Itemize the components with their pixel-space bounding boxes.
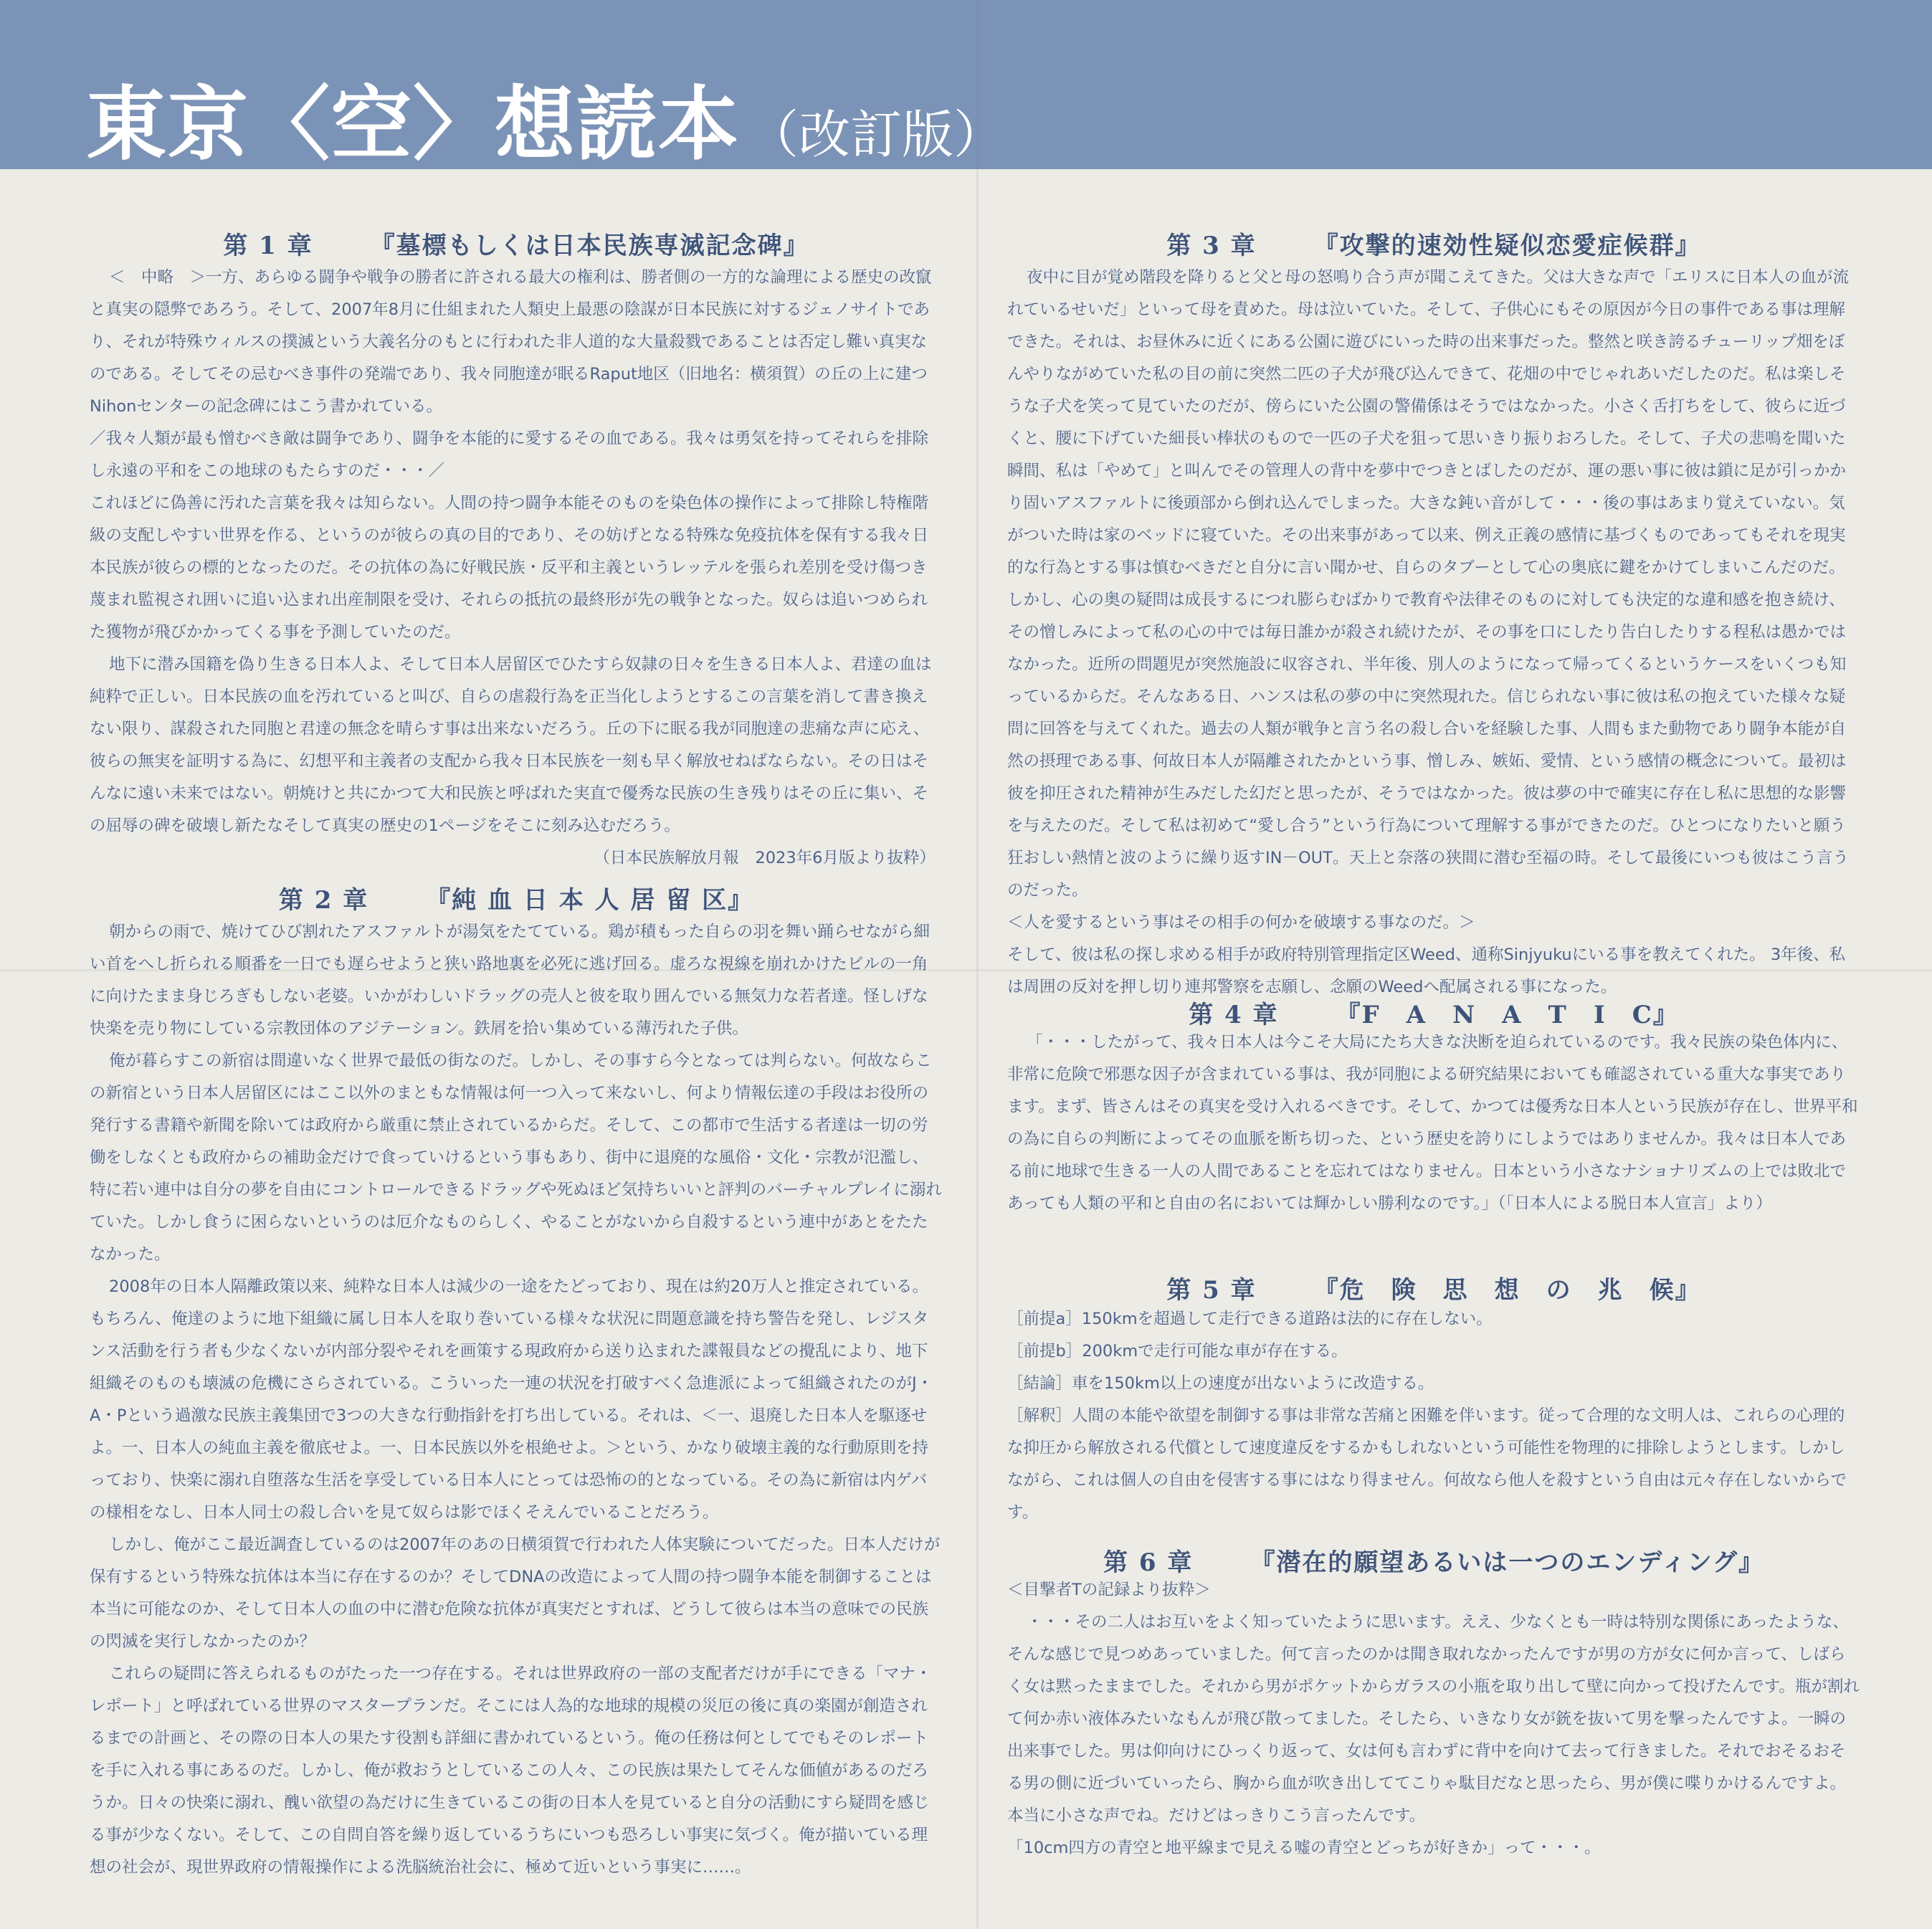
chapter-1-heading (90, 226, 943, 261)
paragraph: しかし、俺がここ最近調査しているのは2007年のあの日横須賀で行われた人体実験についてだった。日本人だけが保有するという特殊な抗体は本当に存在するのか？そしてDNAの改造によって人間の持つ闘争本能を制御することは本当に可能なのか、そして日本人の血の中に潜む危険な抗体が真実だとすれば、どうして彼らは本当の意味での民族の閃滅を実行しなかったのか？ (90, 1535, 941, 1651)
chapter-2-heading (90, 880, 943, 915)
chapter-6-body (1007, 1574, 1860, 1864)
paragraph: これらの疑問に答えられるものがたった一つ存在する。それは世界政府の一部の支配者だけが手にできる「マナ・レポート」と呼ばれている世界のマスタープランだ。そこには人為的な地球的規模の災厄の後に真の楽園が創造されるまでの計画と、その際の日本人の果たす役割も詳細に書かれているという。俺の任務は何としてでもそのレポートを手に入れる事にあるのだ。しかし、俺が救おうとしているこの人々、この民族は果たしてそんな価値があるのだろうか。日々の快楽に溺れ、醜い欲望の為だけに生きているこの街の日本人を見ていると自分の活動にすら疑問を感じる事が少なくない。そして、この自問自答を繰り返しているうちにいつも恐ろしい事実に気づく。俺が描いている理想の社会が、現世界政府の情報操作による洗脳統治社会に、極めて近いという事実に……。 (90, 1664, 932, 1877)
interpretation: ［解釈］人間の本能や欲望を制御する事は非常な苦痛と困難を伴います。従って合理的な文明人は、これらの心理的な抑圧から解放される代償として速度違反をするかもしれないという可能性を物理的に排除しようとします。しかしながら、これは個人の自由を侵害する事にはなり得ません。何故なら他人を殺すという自由は元々存在しないからです。 (1007, 1406, 1847, 1522)
paragraph: 朝からの雨で、焼けてひび割れたアスファルトが湯気をたてている。鶏が積もった自らの羽を舞い踊らせながら細い首をへし折られる順番を一日でも遅らせようと狭い路地裏を必死に逃げ回る。虚ろな視線を崩れかけたビルの一角に向けたまま身じろぎもしない老婆。いかがわしいドラッグの売人と彼を取り囲んでいる無気力な若者達。怪しげな快楽を売り物にしている宗教団体のアジテーション。鉄屑を拾い集めている薄汚れた子供。 (90, 923, 931, 1038)
conclusion: ［結論］車を150km以上の速度が出ないように改造する。 (1007, 1374, 1434, 1393)
chapter-title: 『F A N A T I C』 (1336, 1001, 1679, 1029)
paragraph: ／我々人類が最も憎むべき敵は闘争であり、闘争を本能的に愛するその血である。我々は勇気を持ってそれらを排除し永遠の平和をこの地球のもたらすのだ・・・／ (90, 429, 929, 480)
chapter-title: 『純 血 日 本 人 居 留 区』 (426, 886, 754, 915)
paragraph: 「10cm四方の青空と地平線まで見える嘘の青空とどっちが好きか」って・・・。 (1007, 1839, 1601, 1857)
chapter-5-heading (1007, 1270, 1860, 1305)
page-title (86, 72, 1006, 171)
source-note: ＜目撃者Tの記録より抜粋＞ (1007, 1581, 1211, 1599)
chapter-4-heading (1007, 995, 1860, 1030)
chapter-3-heading (1007, 226, 1860, 261)
paragraph: 夜中に目が覚め階段を降りると父と母の怒鳴り合う声が聞こえてきた。父は大きな声で「エリスに日本人の血が流れているせいだ」といって母を責めた。母は泣いていた。そして、子供心にもその原因が今日の事件である事は理解できた。それは、お昼休みに近くにある公園に遊びにいった時の出来事だった。整然と咲き誇るチューリップ畑をぼんやりながめていた私の目の前に突然二匹の子犬が飛び込んできて、花畑の中でじゃれあいだしたのだ。私は楽しそうな子犬を笑って見ていたのだが、傍らにいた公園の警備係はそうではなかった。小さく舌打ちをして、彼らに近づくと、腰に下げていた細長い棒状のもので一匹の子犬を狙って思いきり振りおろした。そして、子犬の悲鳴を聞いた瞬間、私は「やめて」と叫んでその管理人の背中を夢中でつきとばしたのだが、運の悪い事に彼は鎖に足が引っかかり固いアスファルトに後頭部から倒れ込んでしまった。大きな鈍い音がして・・・後の事はあまり覚えていない。気がついた時は家のベッドに寝ていた。その出来事があって以来、例え正義の感情に基づくものであってもそれを現実的な行為とする事は慎むべきだと自分に言い聞かせ、自らのタブーとして心の奥底に鍵をかけてしまいこんだのだ。しかし、心の奥の疑問は成長するにつれ膨らむばかりで教育や法律そのものに対しても決定的な違和感を抱き続け、その憎しみによって私の心の中では毎日誰かが殺され続けたが、その事を口にしたり告白したりする程私は愚かではなかった。近所の問題児が突然施設に収容され、半年後、別人のようになって帰ってくるというケースをいくつも知っているからだ。そんなある日、ハンスは私の夢の中に突然現れた。信じられない事に彼は私の抱えていた様々な疑問に回答を与えてくれた。過去の人類が戦争と言う名の殺し合いを経験した事、人間もまた動物であり闘争本能が自然の摂理である事、何故日本人が隔離されたかという事、憎しみ、嫉妬、愛情、という感情の概念について。最初は彼を抑圧された精神が生みだした幻だと思ったが、そうではなかった。彼は夢の中で確実に存在し私に思想的な影響を与えたのだ。そして私は初めて“愛し合う”という行為について理解する事ができたのだ。ひとつになりたいと願う狂おしい熱情と波のように繰り返すIN－OUT。天上と奈落の狭間に潜む至福の時。そして最後にいつも彼はこう言うのだった。 (1007, 268, 1850, 900)
chapter-title: 『攻撃的速効性疑似恋愛症候群』 (1313, 232, 1701, 260)
title-subtitle: （改訂版） (747, 105, 1006, 165)
premise-b: ［前提b］200kmで走行可能な車が存在する。 (1007, 1342, 1348, 1361)
chapter-6-heading (1007, 1543, 1860, 1578)
chapter-title: 『危 険 思 想 の 兆 候』 (1313, 1276, 1701, 1305)
chapter-number: 第 4 章 (1189, 1001, 1279, 1029)
paragraph: これほどに偽善に汚れた言葉を我々は知らない。人間の持つ闘争本能そのものを染色体の操作によって排除し特権階級の支配しやすい世界を作る、というのが彼らの真の目的であり、その妨げとなる特殊な免疫抗体を保有する我々日本民族が彼らの標的となったのだ。その抗体の為に好戦民族・反平和主義というレッテルを張られ差別を受け傷つき蔑まれ監視され囲いに追い込まれ出産制限を受け、それらの抵抗の最終形が先の戦争となった。奴らは追いつめられた獲物が飛びかかってくる事を予測していたのだ。 (90, 494, 929, 642)
chapter-number: 第 2 章 (278, 886, 369, 915)
citation: （日本民族解放月報 2023年6月版より抜粋） (594, 849, 936, 867)
paragraph: そして、彼は私の探し求める相手が政府特別管理指定区Weed、通称Sinjyukuにいる事を教えてくれた。 3年後、私は周囲の反対を押し切り連邦警察を志願し、念願のWeedへ配属される事になった。 (1007, 946, 1846, 996)
paragraph: ＜ 中略 ＞一方、あらゆる闘争や戦争の勝者に許される最大の権利は、勝者側の一方的な論理による歴史の改竄と真実の隠弊であろう。そして、2007年8月に仕組まれた人類史上最悪の陰謀が日本民族に対するジェノサイトであり、それが特殊ウィルスの撲滅という大義名分のもとに行われた非人道的な大量殺戮であることは否定し難い真実なのである。そしてその忌むべき事件の発端であり、我々同胞達が眠るRaput地区（旧地名：横須賀）の丘の上に建つNihonセンターの記念碑にはこう書かれている。 (90, 268, 932, 416)
chapter-number: 第 5 章 (1166, 1276, 1257, 1305)
chapter-1-body (90, 262, 943, 875)
chapter-title: 『潜在的願望あるいは一つのエンディング』 (1250, 1548, 1764, 1577)
chapter-number: 第 6 章 (1103, 1548, 1194, 1577)
paragraph: ＜人を愛するという事はその相手の何かを破壊する事なのだ。＞ (1007, 913, 1475, 932)
chapter-number: 第 1 章 (223, 232, 313, 260)
paragraph: 「・・・したがって、我々日本人は今こそ大局にたち大きな決断を迫られているのです。我々民族の染色体内に、非常に危険で邪悪な因子が含まれている事は、我が同胞による研究結果においても確認されている重大な事実であります。まず、皆さんはその真実を受け入れるべきです。そして、かつては優秀な日本人という民族が存在し、世界平和の為に自らの判断によってその血脈を断ち切った、という歴史を誇りにしようではありませんか。我々は日本人である前に地球で生きる一人の人間であることを忘れてはなりません。日本という小さなナショナリズムの上では敗北であっても人類の平和と自由の名においては輝かしい勝利なのです。」（「日本人による脱日本人宣言」より） (1007, 1033, 1858, 1213)
paragraph: ・・・その二人はお互いをよく知っていたように思います。ええ、少なくとも一時は特別な関係にあったような、そんな感じで見つめあっていました。何て言ったのかは聞き取れなかったんですが男の方が女に何か言って、しばらく女は黙ったままでした。それから男がポケットからガラスの小瓶を取り出して壁に向かって投げたんです。瓶が割れて何か赤い液体みたいなもんが飛び散ってました。そしたら、いきなり女が銃を抜いて男を撃ったんですよ。一瞬の出来事でした。男は仰向けにひっくり返って、女は何も言わずに背中を向けて去って行きました。それでおそるおそる男の側に近づいていったら、胸から血が吹き出しててこりゃ駄目だなと思ったら、男が僕に喋りかけるんですよ。本当に小さな声でね。だけどはっきりこう言ったんです。 (1007, 1613, 1860, 1825)
fold-line-vertical (976, 0, 979, 1929)
chapter-2-body (90, 916, 943, 1884)
chapter-4-body (1007, 1027, 1860, 1220)
chapter-title: 『墓標もしくは日本民族専滅記念碑』 (370, 232, 809, 260)
title-main: 東京〈空〉想読本 (86, 77, 740, 171)
paragraph: 地下に潜み国籍を偽り生きる日本人よ、そして日本人居留区でひたすら奴隷の日々を生きる日本人よ、君達の血は純粋で正しい。日本民族の血を汚れていると叫び、自らの虐殺行為を正当化しようとするこの言葉を消して書き換えない限り、謀殺された同胞と君達の無念を晴らす事は出来ないだろう。丘の下に眠る我が同胞達の悲痛な声に応え、彼らの無実を証明する為に、幻想平和主義者の支配から我々日本民族を一刻も早く解放せねばならない。その日はそんなに遠い未来ではない。朝焼けと共にかつて大和民族と呼ばれた実直で優秀な民族の生き残りはその丘に集い、その屈辱の碑を破壊し新たなそして真実の歴史の1ページをそこに刻み込むだろう。 (90, 655, 932, 835)
chapter-3-body (1007, 262, 1860, 1004)
paragraph: 2008年の日本人隔離政策以来、純粋な日本人は減少の一途をたどっており、現在は約20万人と推定されている。もちろん、俺達のように地下組織に属し日本人を取り巻いている様々な状況に問題意識を持ち警告を発し、レジスタンス活動を行う者も少なくないが内部分裂やそれを画策する現政府から送り込まれた諜報員などの攪乱により、地下組織そのものも壊滅の危機にさらされている。こういった一連の状況を打破すべく急進派によって組織されたのがJ・A・Pという過激な民族主義集団で3つの大きな行動指針を打ち出している。それは、＜一、退廃した日本人を駆逐せよ。一、日本人の純血主義を徹底せよ。一、日本民族以外を根絶せよ。＞という、かなり破壊主義的な行動原則を持っており、快楽に溺れ自堕落な生活を享受している日本人にとっては恐怖の的となっている。その為に新宿は内ゲバの様相をなし、日本人同士の殺し合いを見て奴らは影でほくそえんでいることだろう。 (90, 1277, 933, 1522)
premise-a: ［前提a］150kmを超過して走行できる道路は法的に存在しない。 (1007, 1310, 1493, 1328)
paragraph: 俺が暮らすこの新宿は間違いなく世界で最低の街なのだ。しかし、その事すら今となっては判らない。何故ならこの新宿という日本人居留区にはここ以外のまともな情報は何一つ入って来ないし、何より情報伝達の手段はお役所の発行する書籍や新聞を除いては政府から厳重に禁止されているからだ。そして、この都市で生活する者達は一切の労働をしなくとも政府からの補助金だけで食っていけるという事もあり、街中に退廃的な風俗・文化・宗教が氾濫し、特に若い連中は自分の夢を自由にコントロールできるドラッグや死ぬほど気持ちいいと評判のバーチャルプレイに溺れていた。しかし食うに困らないというのは厄介なものらしく、やることがないから自殺するという連中があとをたたなかった。 (90, 1052, 942, 1264)
chapter-number: 第 3 章 (1166, 232, 1257, 260)
chapter-5-body (1007, 1303, 1860, 1529)
